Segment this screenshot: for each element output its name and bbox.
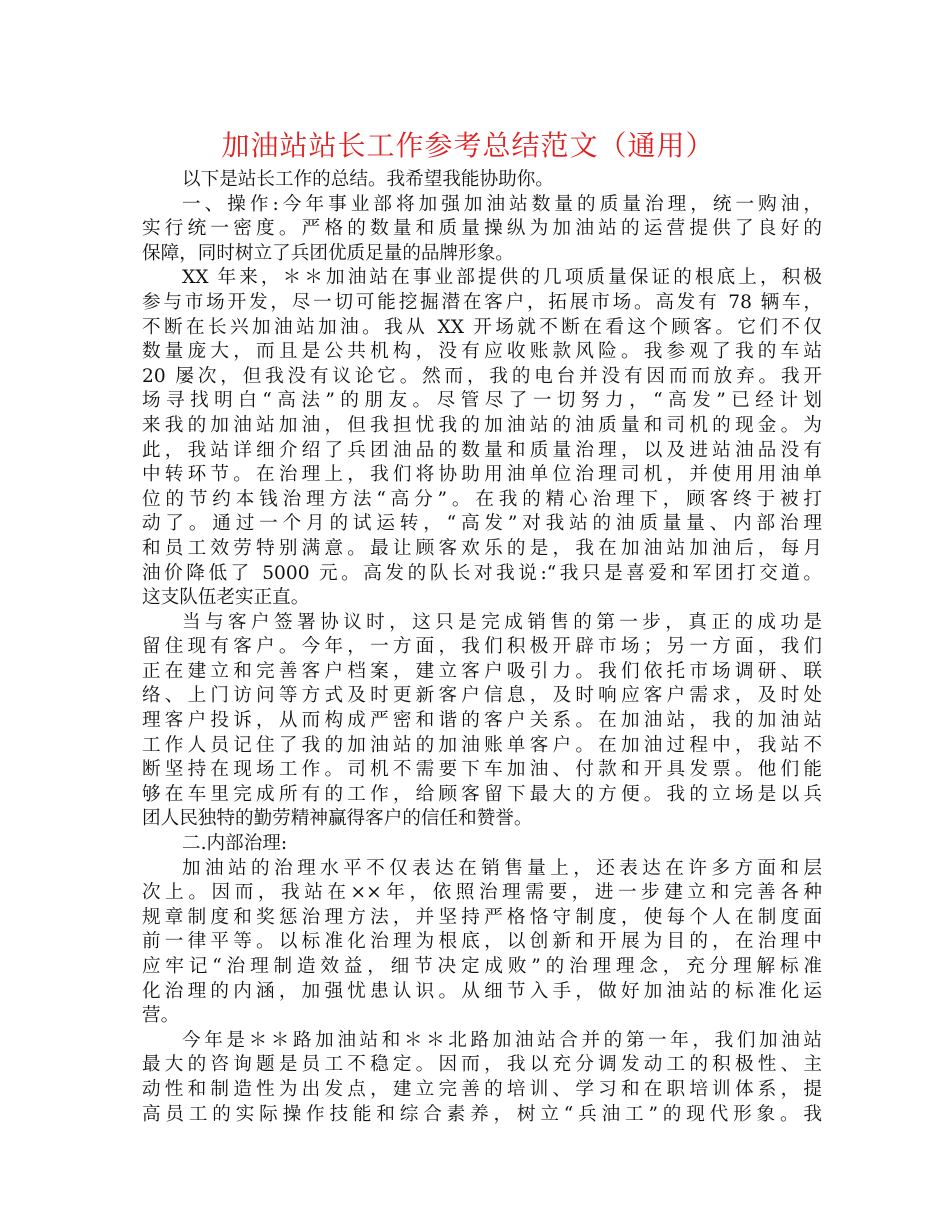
- body-line: 位的节约本钱治理方法“高分”。在我的精心治理下，顾客终于被打: [142, 488, 822, 510]
- body-line: 规章制度和奖惩治理方法，并坚持严格恪守制度，使每个人在制度面: [142, 906, 822, 928]
- body-line: 20 屡次，但我没有议论它。然而，我的电台并没有因而而放弃。我开: [142, 365, 822, 387]
- body-line: 断坚持在现场工作。司机不需要下车加油、付款和开具发票。他们能: [142, 759, 822, 781]
- body-line: 动性和制造性为出发点，建立完善的培训、学习和在职培训体系，提: [142, 1078, 822, 1100]
- body-line: 化治理的内涵，加强忧患认识。从细节入手，做好加油站的标准化运: [142, 980, 822, 1002]
- body-line: 实行统一密度。严格的数量和质量操纵为加油站的运营提供了良好的: [142, 218, 822, 240]
- body-line: 工作人员记住了我的加油站的加油账单客户。在加油过程中，我站不: [142, 734, 822, 756]
- body-line: 场寻找明白“高法”的朋友。尽管尽了一切努力，“高发”已经计划: [142, 390, 822, 412]
- body-line: 正在建立和完善客户档案，建立客户吸引力。我们依托市场调研、联: [142, 660, 822, 682]
- body-line: 当与客户签署协议时，这只是完成销售的第一步，真正的成功是: [182, 611, 822, 633]
- body-line: 一、操作:今年事业部将加强加油站数量的质量治理，统一购油，: [182, 193, 822, 215]
- body-line: 留住现有客户。今年，一方面，我们积极开辟市场；另一方面，我们: [142, 636, 822, 658]
- body-line: 油价降低了 5000 元。高发的队长对我说:“我只是喜爱和军团打交道。: [142, 562, 822, 584]
- body-line: 最大的咨询题是员工不稳定。因而，我以充分调发动工的积极性、主: [142, 1054, 822, 1076]
- body-line: 次上。因而，我站在××年，依照治理需要，进一步建立和完善各种: [142, 882, 822, 904]
- document-body: [142, 168, 822, 1127]
- body-line: 今年是＊＊路加油站和＊＊北路加油站合并的第一年，我们加油站: [182, 1029, 822, 1051]
- body-line: 保障，同时树立了兵团优质足量的品牌形象。: [142, 242, 514, 264]
- body-line: 中转环节。在治理上，我们将协助用油单位治理司机，并使用用油单: [142, 464, 822, 486]
- body-line: 高员工的实际操作技能和综合素养，树立“兵油工”的现代形象。我: [142, 1103, 822, 1125]
- body-line: 营。: [142, 1005, 180, 1027]
- body-line: 够在车里完成所有的工作，给顾客留下最大的方便。我的立场是以兵: [142, 783, 822, 805]
- document-title: 加油站站长工作参考总结范文（通用）: [221, 129, 715, 162]
- body-line: 此，我站详细介绍了兵团油品的数量和质量治理，以及进站油品没有: [142, 439, 822, 461]
- body-line: 来我的加油站加油，但我担忧我的加油站的油质量和司机的现金。为: [142, 414, 822, 436]
- body-line: 理客户投诉，从而构成严密和谐的客户关系。在加油站，我的加油站: [142, 710, 822, 732]
- body-line: 和员工效劳特别满意。最让顾客欢乐的是，我在加油站加油后，每月: [142, 537, 822, 559]
- body-line: 这支队伍老实正直。: [142, 587, 310, 609]
- body-line: 前一律平等。以标准化治理为根底，以创新和开展为目的，在治理中: [142, 931, 822, 953]
- body-line: 应牢记“治理制造效益，细节决定成败”的治理理念，充分理解标准: [142, 956, 822, 977]
- body-line: 数量庞大，而且是公共机构，没有应收账款风险。我参观了我的车站: [142, 341, 822, 363]
- body-line: 络、上门访问等方式及时更新客户信息，及时响应客户需求，及时处: [142, 685, 822, 707]
- body-line: 以下是站长工作的总结。我希望我能协助你。: [182, 169, 554, 190]
- body-line: 二.内部治理:: [182, 833, 288, 855]
- body-line: 团人民独特的勤劳精神赢得客户的信任和赞誉。: [142, 808, 533, 830]
- body-line: 动了。通过一个月的试运转，“高发”对我站的油质量量、内部治理: [142, 513, 822, 535]
- body-line: XX 年来，＊＊加油站在事业部提供的几项质量保证的根底上，积极: [182, 267, 822, 289]
- body-line: 不断在长兴加油站加油。我从 XX 开场就不断在看这个顾客。它们不仅: [142, 316, 822, 338]
- body-line: 参与市场开发，尽一切可能挖掘潜在客户，拓展市场。高发有 78 辆车，: [142, 291, 822, 313]
- body-line: 加油站的治理水平不仅表达在销售量上，还表达在许多方面和层: [182, 857, 822, 879]
